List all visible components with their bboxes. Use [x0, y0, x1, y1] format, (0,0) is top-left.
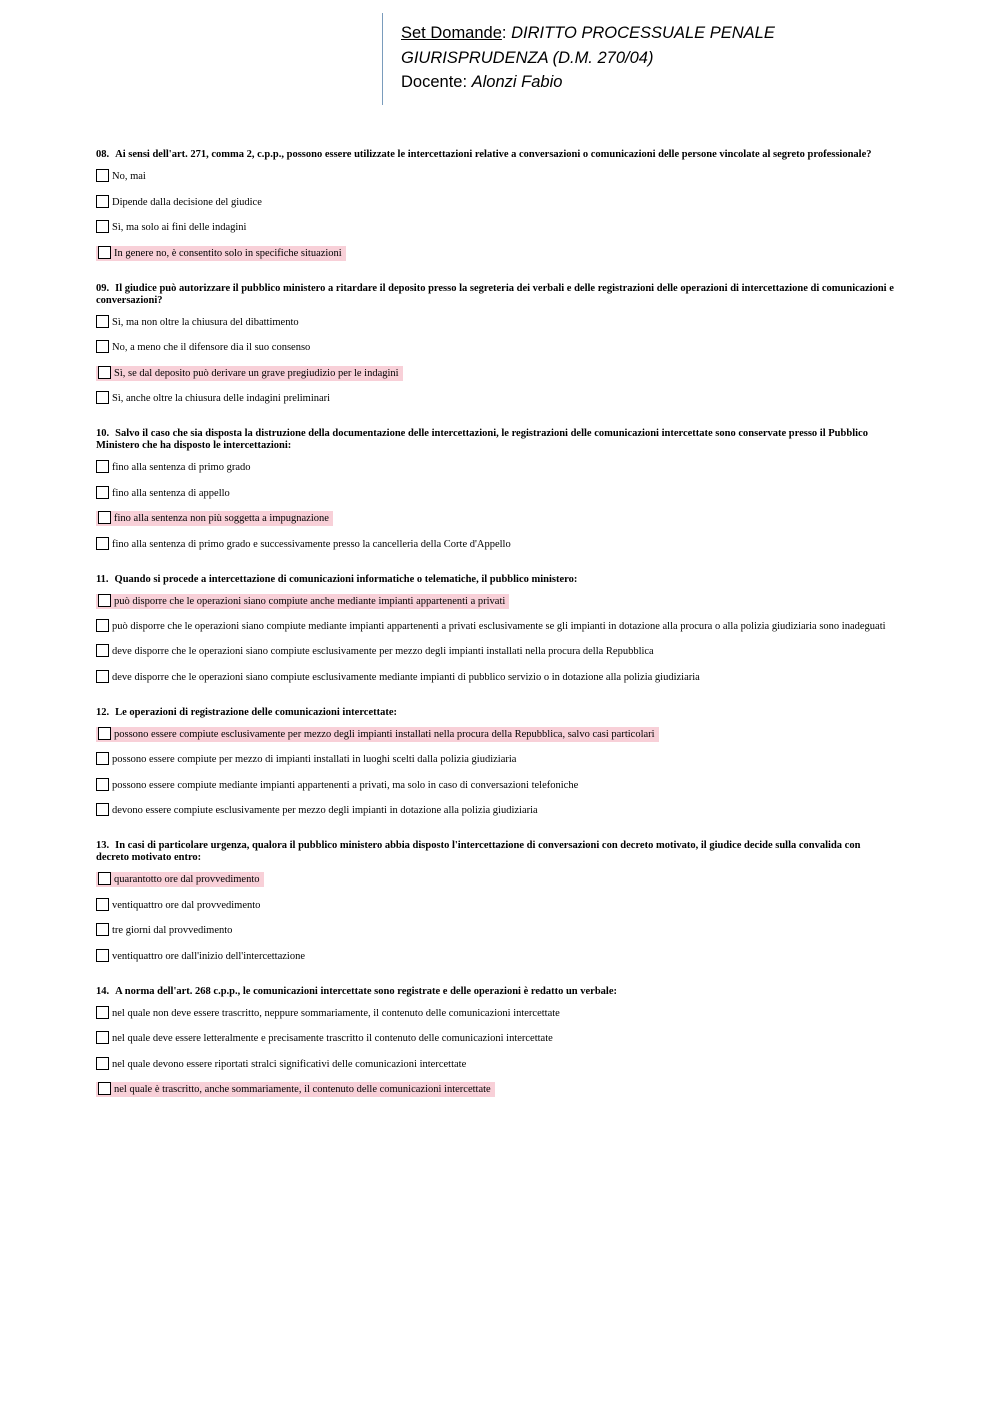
checkbox[interactable]	[96, 1006, 109, 1019]
answer-option[interactable]	[96, 619, 896, 635]
answer-option[interactable]	[96, 898, 896, 914]
answer-option-correct[interactable]	[96, 727, 896, 743]
question-text	[96, 574, 896, 586]
answer-option[interactable]	[96, 315, 896, 331]
question-text	[96, 428, 896, 452]
answer-option-correct[interactable]	[96, 246, 896, 262]
option-label: quarantotto ore dal provvedimento	[114, 874, 260, 885]
option-label: fino alla sentenza di appello	[112, 487, 230, 499]
answer-option[interactable]	[96, 391, 896, 407]
checkbox[interactable]	[96, 340, 109, 353]
checkbox[interactable]	[96, 486, 109, 499]
option-row	[96, 872, 264, 887]
question-body: Le operazioni di registrazione delle comunicazioni intercettate:	[115, 706, 398, 718]
option-label: Sì, se dal deposito può derivare un grave pregiudizio per le indagini	[114, 367, 399, 379]
checkbox[interactable]	[98, 246, 111, 259]
checkbox[interactable]	[96, 195, 109, 208]
checkbox[interactable]	[98, 1082, 111, 1095]
header-line-1	[401, 21, 942, 46]
checkbox[interactable]	[96, 803, 109, 816]
option-row	[96, 1082, 495, 1097]
set-colon: :	[501, 24, 507, 42]
question-text	[96, 283, 896, 307]
question-block	[96, 986, 896, 1099]
option-label: nel quale è trascritto, anche sommariamente, il contenuto delle comunicazioni intercettate	[114, 1084, 491, 1095]
answer-option-correct[interactable]	[96, 511, 896, 527]
answer-option-correct[interactable]	[96, 594, 896, 610]
checkbox[interactable]	[98, 594, 111, 607]
answer-option[interactable]	[96, 949, 896, 965]
question-number: 11.	[96, 573, 109, 585]
option-row	[96, 317, 299, 328]
answer-option[interactable]	[96, 778, 896, 794]
option-label: In genere no, è consentito solo in specifiche situazioni	[114, 247, 342, 259]
option-row	[96, 1059, 466, 1070]
question-body: Il giudice può autorizzare il pubblico ministero a ritardare il deposito presso la segreteria dei verbali e delle registrazioni delle operazioni di intercettazione di comunicazioni e conversazioni?	[96, 282, 894, 306]
question-text	[96, 986, 896, 998]
option-row	[96, 366, 403, 381]
answer-option-correct[interactable]	[96, 366, 896, 382]
answer-option-correct[interactable]	[96, 872, 896, 888]
option-label: fino alla sentenza di primo grado e successivamente presso la cancelleria della Corte d'Appello	[112, 538, 511, 550]
option-row	[96, 462, 251, 473]
option-label: possono essere compiute mediante impianti appartenenti a privati, ma solo in caso di conversazioni telefoniche	[112, 779, 579, 791]
option-label: Sì, anche oltre la chiusura delle indagini preliminari	[112, 393, 331, 404]
checkbox[interactable]	[96, 949, 109, 962]
checkbox[interactable]	[96, 898, 109, 911]
question-body: Quando si procede a intercettazione di comunicazioni informatiche o telematiche, il pubblico ministero:	[114, 573, 578, 585]
answer-option[interactable]	[96, 803, 896, 819]
option-row	[96, 171, 146, 182]
option-row	[96, 754, 516, 765]
option-row	[96, 246, 346, 261]
option-row	[96, 805, 538, 816]
option-row	[96, 646, 654, 657]
checkbox[interactable]	[96, 460, 109, 473]
answer-option[interactable]	[96, 486, 896, 502]
checkbox[interactable]	[96, 923, 109, 936]
question-block	[96, 574, 896, 686]
option-label: può disporre che le operazioni siano compiute mediante impianti appartenenti a privati esclusivamente se gli impianti in dotazione alla procura o alla polizia giudiziaria sono inadeguati	[112, 621, 886, 632]
question-number: 12.	[96, 706, 110, 718]
option-label: nel quale deve essere letteralmente e precisamente trascritto il contenuto delle comunicazioni intercettate	[112, 1033, 553, 1044]
question-text	[96, 707, 896, 719]
question-block	[96, 428, 896, 553]
option-label: fino alla sentenza di primo grado	[112, 462, 251, 473]
checkbox[interactable]	[96, 1057, 109, 1070]
question-body: In casi di particolare urgenza, qualora il pubblico ministero abbia disposto l'intercettazione di conversazioni con decreto motivato, il giudice decide sulla convalida con decreto motivato entro:	[96, 840, 861, 863]
option-label: può disporre che le operazioni siano compiute anche mediante impianti appartenenti a privati	[114, 595, 506, 607]
option-label: ventiquattro ore dal provvedimento	[112, 899, 261, 911]
option-row	[96, 539, 511, 550]
question-block	[96, 149, 896, 262]
checkbox[interactable]	[98, 727, 111, 740]
checkbox[interactable]	[96, 670, 109, 683]
question-block	[96, 283, 896, 408]
option-row	[96, 621, 886, 632]
question-number: 10.	[96, 428, 110, 439]
docente-label: Docente:	[401, 73, 468, 91]
option-label: Sì, ma solo ai fini delle indagini	[112, 222, 247, 233]
checkbox[interactable]	[96, 315, 109, 328]
course-title: DIRITTO PROCESSUALE PENALE	[511, 24, 775, 42]
question-number: 14.	[96, 985, 110, 997]
option-row	[96, 727, 659, 742]
question-number: 13.	[96, 840, 110, 851]
checkbox[interactable]	[96, 752, 109, 765]
option-label: No, a meno che il difensore dia il suo consenso	[112, 342, 311, 353]
header-line-3	[401, 70, 942, 95]
option-row	[96, 900, 260, 911]
checkbox[interactable]	[96, 391, 109, 404]
checkbox[interactable]	[96, 1031, 109, 1044]
option-label: devono essere compiute esclusivamente per mezzo degli impianti in dotazione alla polizia giudiziaria	[112, 805, 538, 816]
option-row	[96, 672, 700, 683]
question-body: Salvo il caso che sia disposta la distruzione della documentazione delle intercettazioni, le registrazioni delle comunicazioni intercettate sono conservate presso il Pubblico Ministero che ha disposto le intercettazioni:	[96, 428, 868, 451]
checkbox[interactable]	[96, 778, 109, 791]
option-row	[96, 1033, 553, 1044]
answer-option-correct[interactable]	[96, 1082, 896, 1098]
degree-title: GIURISPRUDENZA (D.M. 270/04)	[401, 48, 654, 67]
question-list	[96, 149, 896, 1119]
option-row	[96, 393, 330, 404]
question-block	[96, 840, 896, 965]
checkbox[interactable]	[96, 537, 109, 550]
answer-option[interactable]	[96, 537, 896, 553]
question-body: Ai sensi dell'art. 271, comma 2, c.p.p., possono essere utilizzate le intercettazioni relative a conversazioni o comunicazioni delle persone vincolate al segreto professionale?	[115, 149, 872, 160]
option-row	[96, 197, 262, 208]
option-row	[96, 1008, 560, 1019]
option-row	[96, 488, 230, 499]
option-label: nel quale non deve essere trascritto, neppure sommariamente, il contenuto delle comunicazioni intercettate	[112, 1007, 560, 1019]
answer-option[interactable]	[96, 923, 896, 939]
answer-option[interactable]	[96, 1031, 896, 1047]
option-label: No, mai	[112, 171, 146, 182]
answer-option[interactable]	[96, 644, 896, 660]
option-label: fino alla sentenza non più soggetta a impugnazione	[114, 513, 329, 524]
option-label: possono essere compiute esclusivamente per mezzo degli impianti installati nella procura della Repubblica, salvo casi particolari	[114, 728, 655, 740]
question-block	[96, 707, 896, 820]
option-row	[96, 780, 578, 791]
answer-option[interactable]	[96, 220, 896, 236]
checkbox[interactable]	[96, 644, 109, 657]
question-number: 09.	[96, 282, 110, 294]
checkbox[interactable]	[98, 872, 111, 885]
option-row	[96, 342, 310, 353]
question-text	[96, 149, 896, 161]
document-header	[382, 13, 942, 105]
option-row	[96, 951, 305, 962]
option-row	[96, 511, 333, 526]
option-row	[96, 594, 509, 609]
answer-option[interactable]	[96, 1006, 896, 1022]
answer-option[interactable]	[96, 460, 896, 476]
option-row	[96, 222, 246, 233]
question-body: A norma dell'art. 268 c.p.p., le comunicazioni intercettate sono registrate e delle operazioni è redatto un verbale:	[115, 985, 617, 997]
answer-option[interactable]	[96, 195, 896, 211]
option-label: deve disporre che le operazioni siano compiute esclusivamente per mezzo degli impianti installati nella procura della Repubblica	[112, 646, 654, 657]
answer-option[interactable]	[96, 670, 896, 686]
checkbox[interactable]	[96, 619, 109, 632]
question-number: 08.	[96, 149, 110, 160]
question-text	[96, 840, 896, 864]
set-label: Set Domande	[401, 24, 502, 42]
checkbox[interactable]	[96, 220, 109, 233]
docente-name: Alonzi Fabio	[471, 73, 563, 91]
option-label: nel quale devono essere riportati stralci significativi delle comunicazioni intercettate	[112, 1058, 467, 1070]
option-label: tre giorni dal provvedimento	[112, 925, 233, 936]
option-label: deve disporre che le operazioni siano compiute esclusivamente mediante impianti di pubblico servizio o in dotazione alla polizia giudiziaria	[112, 671, 700, 683]
option-row	[96, 925, 232, 936]
header-line-2	[401, 46, 942, 71]
answer-option[interactable]	[96, 752, 896, 768]
answer-option[interactable]	[96, 1057, 896, 1073]
checkbox[interactable]	[98, 366, 111, 379]
option-label: Dipende dalla decisione del giudice	[112, 196, 262, 208]
answer-option[interactable]	[96, 340, 896, 356]
checkbox[interactable]	[98, 511, 111, 524]
answer-option[interactable]	[96, 169, 896, 185]
checkbox[interactable]	[96, 169, 109, 182]
option-label: ventiquattro ore dall'inizio dell'intercettazione	[112, 950, 305, 962]
option-label: possono essere compiute per mezzo di impianti installati in luoghi scelti dalla polizia giudiziaria	[112, 754, 517, 765]
option-label: Sì, ma non oltre la chiusura del dibattimento	[112, 316, 299, 328]
